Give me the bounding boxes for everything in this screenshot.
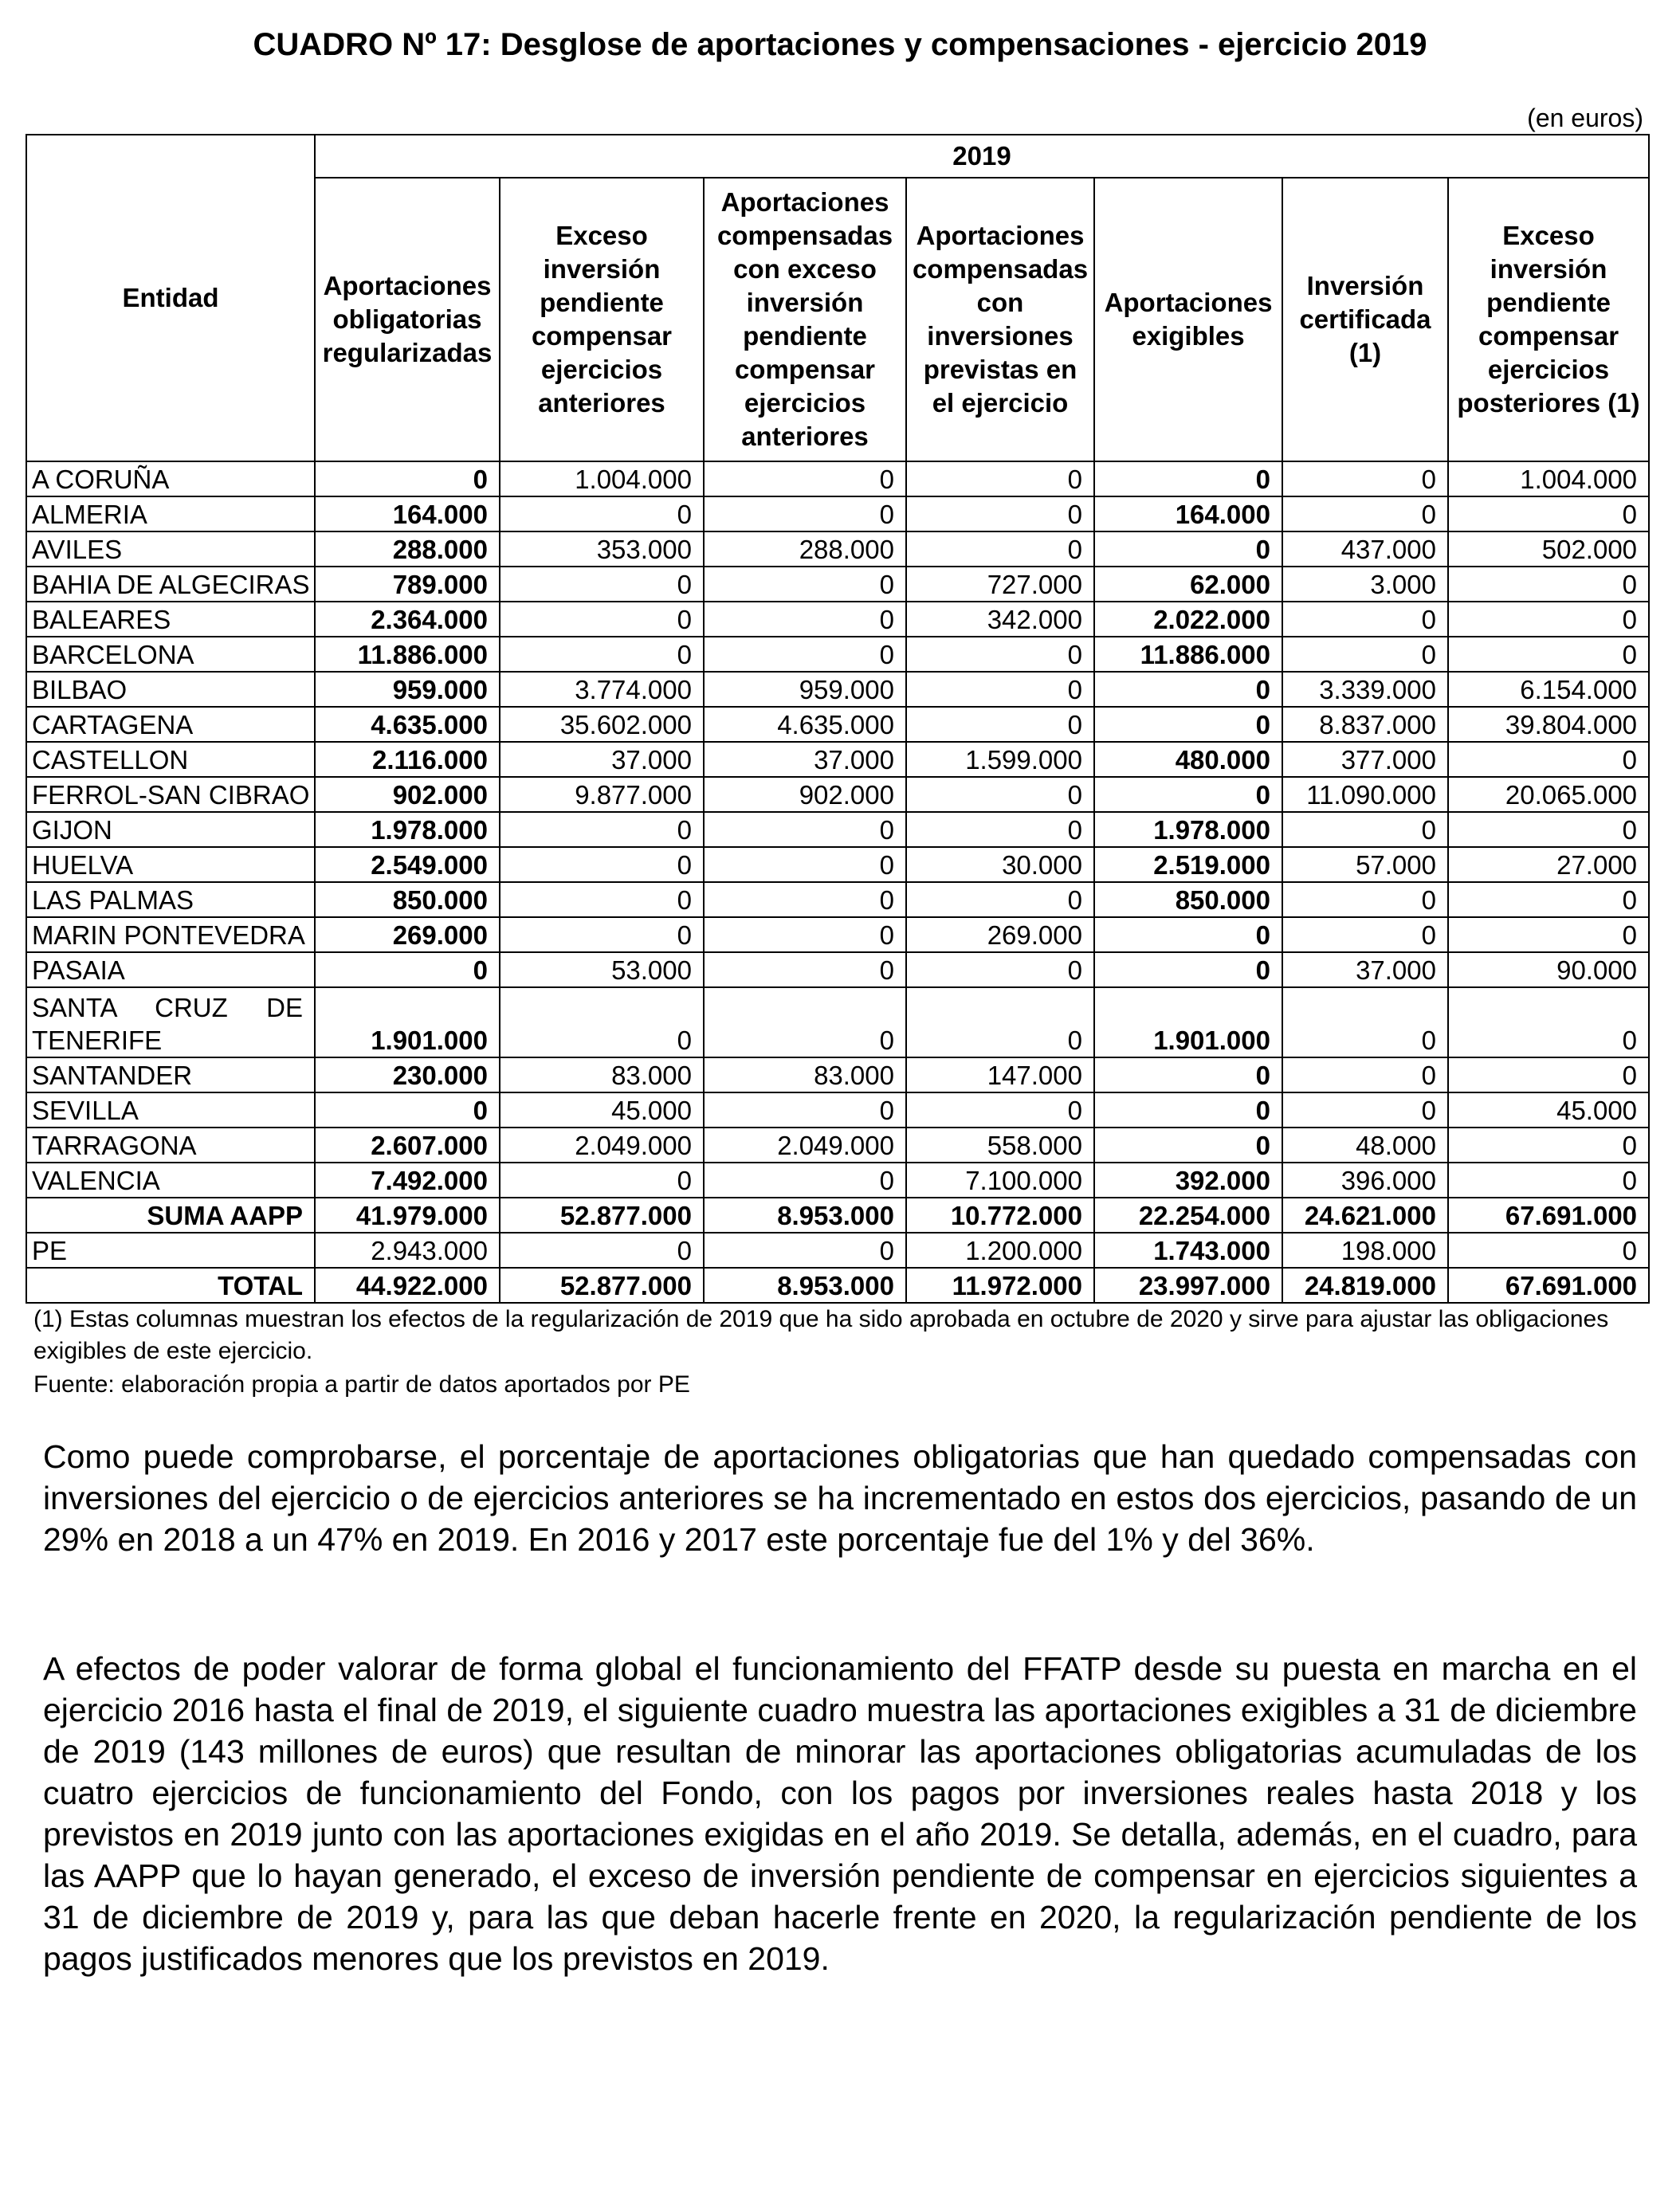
value-cell: 62.000 bbox=[1094, 567, 1282, 602]
entity-cell: MARIN PONTEVEDRA bbox=[26, 917, 315, 952]
value-cell: 2.519.000 bbox=[1094, 847, 1282, 882]
value-cell: 45.000 bbox=[1448, 1092, 1649, 1128]
value-cell: 0 bbox=[704, 952, 906, 987]
suma-value: 8.953.000 bbox=[704, 1198, 906, 1233]
total-value: 11.972.000 bbox=[906, 1268, 1094, 1303]
table-row bbox=[26, 987, 1649, 1057]
value-cell: 0 bbox=[500, 1163, 704, 1198]
value-cell: 0 bbox=[500, 812, 704, 847]
value-cell: 0 bbox=[1448, 602, 1649, 637]
value-cell: 2.049.000 bbox=[500, 1128, 704, 1163]
value-cell: 353.000 bbox=[500, 531, 704, 567]
value-cell: 164.000 bbox=[1094, 496, 1282, 531]
entity-cell: GIJON bbox=[26, 812, 315, 847]
table-title: CUADRO Nº 17: Desglose de aportaciones y compensaciones - ejercicio 2019 bbox=[253, 27, 1427, 62]
value-cell: 7.100.000 bbox=[906, 1163, 1094, 1198]
value-cell: 0 bbox=[1448, 1128, 1649, 1163]
value-cell: 0 bbox=[906, 637, 1094, 672]
value-cell: 3.000 bbox=[1282, 567, 1448, 602]
pe-row bbox=[26, 1233, 1649, 1268]
table-row bbox=[26, 567, 1649, 602]
value-cell: 0 bbox=[1448, 496, 1649, 531]
value-cell: 437.000 bbox=[1282, 531, 1448, 567]
total-value: 23.997.000 bbox=[1094, 1268, 1282, 1303]
total-value: 24.819.000 bbox=[1282, 1268, 1448, 1303]
entity-cell: CASTELLON bbox=[26, 742, 315, 777]
value-cell: 2.022.000 bbox=[1094, 602, 1282, 637]
value-cell: 0 bbox=[906, 496, 1094, 531]
value-cell: 0 bbox=[1282, 1057, 1448, 1092]
value-cell: 1.978.000 bbox=[315, 812, 500, 847]
suma-value: 24.621.000 bbox=[1282, 1198, 1448, 1233]
value-cell: 37.000 bbox=[1282, 952, 1448, 987]
value-cell: 0 bbox=[906, 707, 1094, 742]
value-cell: 0 bbox=[1282, 882, 1448, 917]
value-cell: 959.000 bbox=[704, 672, 906, 707]
col-header-compensadas-previstas: Aportaciones compensadas con inversiones previstas en el ejercicio bbox=[906, 178, 1094, 461]
value-cell: 2.549.000 bbox=[315, 847, 500, 882]
value-cell: 0 bbox=[704, 567, 906, 602]
entity-header: Entidad bbox=[26, 135, 315, 461]
value-cell: 0 bbox=[500, 847, 704, 882]
table-notes bbox=[33, 1304, 1643, 1401]
value-cell: 0 bbox=[704, 917, 906, 952]
table-row bbox=[26, 531, 1649, 567]
col-header-compensadas-exceso: Aportaciones compensadas con exceso inversión pendiente compensar ejercicios anteriores bbox=[704, 178, 906, 461]
value-cell: 0 bbox=[704, 1092, 906, 1128]
footnote: (1) Estas columnas muestran los efectos de la regularización de 2019 que ha sido aprobada en octubre de 2020 y sirve para ajustar las obligaciones exigibles de este ejercicio. bbox=[33, 1306, 1609, 1364]
value-cell: 480.000 bbox=[1094, 742, 1282, 777]
value-cell: 0 bbox=[1094, 917, 1282, 952]
value-cell: 0 bbox=[704, 637, 906, 672]
pe-value: 2.943.000 bbox=[315, 1233, 500, 1268]
value-cell: 0 bbox=[315, 1092, 500, 1128]
value-cell: 0 bbox=[1448, 1163, 1649, 1198]
value-cell: 269.000 bbox=[906, 917, 1094, 952]
value-cell: 2.364.000 bbox=[315, 602, 500, 637]
value-cell: 0 bbox=[906, 531, 1094, 567]
value-cell: 35.602.000 bbox=[500, 707, 704, 742]
value-cell: 0 bbox=[500, 917, 704, 952]
value-cell: 6.154.000 bbox=[1448, 672, 1649, 707]
value-cell: 0 bbox=[1282, 917, 1448, 952]
value-cell: 0 bbox=[704, 847, 906, 882]
pe-value: 0 bbox=[704, 1233, 906, 1268]
value-cell: 0 bbox=[1448, 567, 1649, 602]
value-cell: 0 bbox=[1094, 1128, 1282, 1163]
entity-cell: TARRAGONA bbox=[26, 1128, 315, 1163]
value-cell: 0 bbox=[906, 777, 1094, 812]
year-header: 2019 bbox=[315, 135, 1649, 178]
table-row bbox=[26, 672, 1649, 707]
table-row bbox=[26, 847, 1649, 882]
total-value: 44.922.000 bbox=[315, 1268, 500, 1303]
entity-cell bbox=[26, 987, 315, 1057]
value-cell: 4.635.000 bbox=[704, 707, 906, 742]
value-cell: 230.000 bbox=[315, 1057, 500, 1092]
entity-cell: BILBAO bbox=[26, 672, 315, 707]
value-cell: 0 bbox=[1448, 917, 1649, 952]
table-body bbox=[26, 461, 1649, 1303]
value-cell: 0 bbox=[1094, 531, 1282, 567]
value-cell: 0 bbox=[1094, 672, 1282, 707]
value-cell: 0 bbox=[1448, 637, 1649, 672]
suma-label: SUMA AAPP bbox=[26, 1198, 315, 1233]
value-cell: 83.000 bbox=[500, 1057, 704, 1092]
value-cell: 83.000 bbox=[704, 1057, 906, 1092]
pe-value: 0 bbox=[1448, 1233, 1649, 1268]
value-cell: 0 bbox=[1282, 496, 1448, 531]
value-cell: 0 bbox=[704, 882, 906, 917]
table-row bbox=[26, 777, 1649, 812]
value-cell: 0 bbox=[704, 602, 906, 637]
table-row bbox=[26, 496, 1649, 531]
value-cell: 0 bbox=[906, 882, 1094, 917]
value-cell: 0 bbox=[1282, 637, 1448, 672]
value-cell: 0 bbox=[1094, 777, 1282, 812]
unit-note: (en euros) bbox=[1527, 104, 1643, 132]
value-cell: 0 bbox=[315, 461, 500, 496]
value-cell: 20.065.000 bbox=[1448, 777, 1649, 812]
value-cell: 48.000 bbox=[1282, 1128, 1448, 1163]
value-cell: 0 bbox=[704, 1163, 906, 1198]
value-cell: 1.599.000 bbox=[906, 742, 1094, 777]
value-cell: 0 bbox=[1094, 952, 1282, 987]
value-cell: 0 bbox=[1094, 1092, 1282, 1128]
col-header-inversion-certificada: Inversión certificada (1) bbox=[1282, 178, 1448, 461]
value-cell: 45.000 bbox=[500, 1092, 704, 1128]
value-cell: 269.000 bbox=[315, 917, 500, 952]
value-cell: 850.000 bbox=[1094, 882, 1282, 917]
pe-value: 0 bbox=[500, 1233, 704, 1268]
value-cell: 789.000 bbox=[315, 567, 500, 602]
suma-value: 22.254.000 bbox=[1094, 1198, 1282, 1233]
value-cell: 1.901.000 bbox=[315, 987, 500, 1057]
table-header bbox=[26, 135, 1649, 461]
paragraph-2: A efectos de poder valorar de forma global el funcionamiento del FFATP desde su puesta en marcha en el ejercicio 2016 hasta el final de 2019, el siguiente cuadro muestra las aportaciones exigibles a 31 de diciembre de 2019 (143 millones de euros) que resultan de minorar las aportaciones obligatorias acumuladas de los cuatro ejercicios de funcionamiento del Fondo, con los pagos por inversiones reales hasta 2018 y los previstos en 2019 junto con las aportaciones exigidas en el año 2019. Se detalla, además, en el cuadro, para las AAPP que lo hayan generado, el exceso de inversión pendiente de compensar en ejercicios siguientes a 31 de diciembre de 2019 y, para las que deban hacerle frente en 2020, la regularización pendiente de los pagos justificados menores que los previstos en 2019. bbox=[43, 1650, 1637, 1977]
value-cell: 30.000 bbox=[906, 847, 1094, 882]
value-cell: 0 bbox=[1282, 1092, 1448, 1128]
value-cell: 8.837.000 bbox=[1282, 707, 1448, 742]
value-cell: 0 bbox=[315, 952, 500, 987]
col-header-exigibles: Aportaciones exigibles bbox=[1094, 178, 1282, 461]
value-cell: 9.877.000 bbox=[500, 777, 704, 812]
pe-value: 198.000 bbox=[1282, 1233, 1448, 1268]
entity-cell: BAHIA DE ALGECIRAS bbox=[26, 567, 315, 602]
value-cell: 959.000 bbox=[315, 672, 500, 707]
value-cell: 0 bbox=[704, 812, 906, 847]
table-row bbox=[26, 1128, 1649, 1163]
value-cell: 0 bbox=[1094, 461, 1282, 496]
value-cell: 502.000 bbox=[1448, 531, 1649, 567]
value-cell: 902.000 bbox=[315, 777, 500, 812]
entity-cell: BARCELONA bbox=[26, 637, 315, 672]
total-row bbox=[26, 1268, 1649, 1303]
table-row bbox=[26, 742, 1649, 777]
value-cell: 0 bbox=[1448, 882, 1649, 917]
value-cell: 0 bbox=[1282, 987, 1448, 1057]
table-row bbox=[26, 1057, 1649, 1092]
table-row bbox=[26, 1092, 1649, 1128]
value-cell: 0 bbox=[906, 461, 1094, 496]
value-cell: 90.000 bbox=[1448, 952, 1649, 987]
value-cell: 37.000 bbox=[500, 742, 704, 777]
value-cell: 164.000 bbox=[315, 496, 500, 531]
suma-value: 52.877.000 bbox=[500, 1198, 704, 1233]
value-cell: 392.000 bbox=[1094, 1163, 1282, 1198]
suma-value: 67.691.000 bbox=[1448, 1198, 1649, 1233]
value-cell: 0 bbox=[1282, 812, 1448, 847]
value-cell: 0 bbox=[704, 461, 906, 496]
contributions-table bbox=[26, 134, 1650, 1304]
table-row bbox=[26, 952, 1649, 987]
total-label: TOTAL bbox=[26, 1268, 315, 1303]
value-cell: 27.000 bbox=[1448, 847, 1649, 882]
entity-cell: HUELVA bbox=[26, 847, 315, 882]
suma-value: 41.979.000 bbox=[315, 1198, 500, 1233]
table-row bbox=[26, 812, 1649, 847]
value-cell: 0 bbox=[906, 1092, 1094, 1128]
entity-cell: BALEARES bbox=[26, 602, 315, 637]
value-cell: 1.978.000 bbox=[1094, 812, 1282, 847]
pe-label: PE bbox=[26, 1233, 315, 1268]
value-cell: 0 bbox=[704, 496, 906, 531]
entity-line-1: SANTA CRUZ DE bbox=[32, 993, 303, 1022]
entity-cell: SANTANDER bbox=[26, 1057, 315, 1092]
table-row bbox=[26, 707, 1649, 742]
value-cell: 850.000 bbox=[315, 882, 500, 917]
value-cell: 2.607.000 bbox=[315, 1128, 500, 1163]
value-cell: 57.000 bbox=[1282, 847, 1448, 882]
value-cell: 3.339.000 bbox=[1282, 672, 1448, 707]
value-cell: 727.000 bbox=[906, 567, 1094, 602]
value-cell: 288.000 bbox=[315, 531, 500, 567]
value-cell: 0 bbox=[500, 637, 704, 672]
value-cell: 396.000 bbox=[1282, 1163, 1448, 1198]
value-cell: 0 bbox=[906, 987, 1094, 1057]
value-cell: 4.635.000 bbox=[315, 707, 500, 742]
value-cell: 11.886.000 bbox=[1094, 637, 1282, 672]
total-value: 8.953.000 bbox=[704, 1268, 906, 1303]
suma-value: 10.772.000 bbox=[906, 1198, 1094, 1233]
value-cell: 0 bbox=[500, 567, 704, 602]
value-cell: 0 bbox=[1448, 742, 1649, 777]
table-row bbox=[26, 917, 1649, 952]
value-cell: 11.090.000 bbox=[1282, 777, 1448, 812]
value-cell: 1.004.000 bbox=[500, 461, 704, 496]
entity-cell: LAS PALMAS bbox=[26, 882, 315, 917]
value-cell: 0 bbox=[704, 987, 906, 1057]
entity-cell: VALENCIA bbox=[26, 1163, 315, 1198]
value-cell: 1.901.000 bbox=[1094, 987, 1282, 1057]
suma-row bbox=[26, 1198, 1649, 1233]
entity-cell: AVILES bbox=[26, 531, 315, 567]
col-header-exceso-anteriores: Exceso inversión pendiente compensar ejercicios anteriores bbox=[500, 178, 704, 461]
value-cell: 0 bbox=[1448, 987, 1649, 1057]
entity-cell: CARTAGENA bbox=[26, 707, 315, 742]
entity-cell: PASAIA bbox=[26, 952, 315, 987]
value-cell: 0 bbox=[906, 672, 1094, 707]
table-row bbox=[26, 882, 1649, 917]
value-cell: 288.000 bbox=[704, 531, 906, 567]
entity-cell: FERROL-SAN CIBRAO bbox=[26, 777, 315, 812]
pe-value: 1.743.000 bbox=[1094, 1233, 1282, 1268]
value-cell: 53.000 bbox=[500, 952, 704, 987]
value-cell: 0 bbox=[1094, 1057, 1282, 1092]
paragraph-1: Como puede comprobarse, el porcentaje de aportaciones obligatorias que han quedado compensadas con inversiones del ejercicio o de ejercicios anteriores se ha incrementado en estos dos ejercicios, pasando de un 29% en 2018 a un 47% en 2019. En 2016 y 2017 este porcentaje fue del 1% y del 36%. bbox=[43, 1438, 1637, 1558]
value-cell: 39.804.000 bbox=[1448, 707, 1649, 742]
value-cell: 0 bbox=[500, 602, 704, 637]
col-header-exceso-posteriores: Exceso inversión pendiente compensar ejercicios posteriores (1) bbox=[1448, 178, 1649, 461]
table-row bbox=[26, 1163, 1649, 1198]
col-header-aportaciones-obligatorias: Aportaciones obligatorias regularizadas bbox=[315, 178, 500, 461]
total-value: 67.691.000 bbox=[1448, 1268, 1649, 1303]
value-cell: 1.004.000 bbox=[1448, 461, 1649, 496]
value-cell: 2.049.000 bbox=[704, 1128, 906, 1163]
pe-value: 1.200.000 bbox=[906, 1233, 1094, 1268]
entity-cell: A CORUÑA bbox=[26, 461, 315, 496]
table-row bbox=[26, 461, 1649, 496]
value-cell: 147.000 bbox=[906, 1057, 1094, 1092]
value-cell: 11.886.000 bbox=[315, 637, 500, 672]
value-cell: 377.000 bbox=[1282, 742, 1448, 777]
value-cell: 0 bbox=[500, 987, 704, 1057]
table-row bbox=[26, 637, 1649, 672]
value-cell: 37.000 bbox=[704, 742, 906, 777]
table-row bbox=[26, 602, 1649, 637]
value-cell: 902.000 bbox=[704, 777, 906, 812]
total-value: 52.877.000 bbox=[500, 1268, 704, 1303]
value-cell: 2.116.000 bbox=[315, 742, 500, 777]
entity-cell: ALMERIA bbox=[26, 496, 315, 531]
value-cell: 0 bbox=[906, 812, 1094, 847]
value-cell: 342.000 bbox=[906, 602, 1094, 637]
value-cell: 0 bbox=[906, 952, 1094, 987]
source-note: Fuente: elaboración propia a partir de datos aportados por PE bbox=[33, 1371, 690, 1398]
value-cell: 3.774.000 bbox=[500, 672, 704, 707]
value-cell: 0 bbox=[500, 882, 704, 917]
entity-cell: SEVILLA bbox=[26, 1092, 315, 1128]
value-cell: 0 bbox=[1282, 602, 1448, 637]
entity-line-2: TENERIFE bbox=[32, 1026, 163, 1055]
value-cell: 558.000 bbox=[906, 1128, 1094, 1163]
value-cell: 0 bbox=[500, 496, 704, 531]
value-cell: 0 bbox=[1282, 461, 1448, 496]
value-cell: 0 bbox=[1448, 1057, 1649, 1092]
value-cell: 0 bbox=[1448, 812, 1649, 847]
value-cell: 0 bbox=[1094, 707, 1282, 742]
value-cell: 7.492.000 bbox=[315, 1163, 500, 1198]
